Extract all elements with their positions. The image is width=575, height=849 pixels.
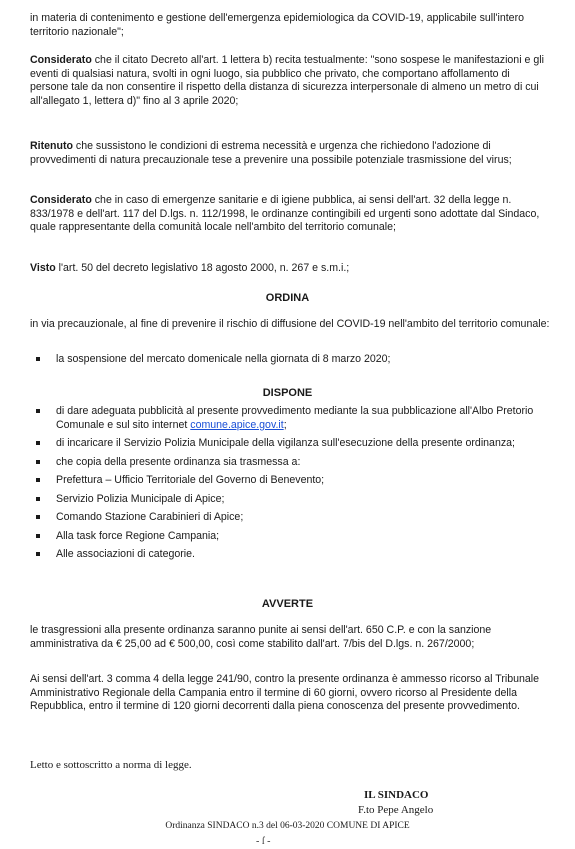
list-item-text: Comando Stazione Carabinieri di Apice;: [56, 511, 244, 524]
list-item-text: di dare adeguata pubblicità al presente provvedimento mediante la sua pubblicazione all'Albo Pretorio Comunale e sul sito internet: [56, 405, 534, 431]
bullet-icon: [36, 357, 40, 361]
considerato-keyword: Considerato: [30, 194, 92, 206]
list-item-text: che copia della presente ordinanza sia trasmessa a:: [56, 455, 301, 468]
closing-statement: Letto e sottoscritto a norma di legge.: [30, 759, 192, 771]
list-item-text: di incaricare il Servizio Polizia Municipale della vigilanza sull'esecuzione della presente ordinanza;: [56, 437, 515, 450]
ordina-heading: ORDINA: [265, 292, 310, 304]
bullet-icon: [36, 478, 40, 482]
ordina-paragraph: [30, 318, 550, 332]
dispone-heading: DISPONE: [262, 387, 313, 399]
intro-paragraph: [30, 12, 550, 39]
ritenuto-paragraph: [30, 140, 550, 167]
list-item: [30, 548, 550, 562]
considerato-text: che in caso di emergenze sanitarie e di igiene pubblica, ai sensi dell'art. 32 della legge n. 833/1978 e dell'art. 117 del D.lgs. n. 112/1998, le ordinanze contingibili ed urgenti sono adottate dal Sindaco, quale rappresentante della comunità locale nell'ambito del territorio comunale;: [30, 194, 540, 234]
ordina-list: [30, 353, 550, 372]
avverte-text: Ai sensi dell'art. 3 comma 4 della legge 241/90, contro la presente ordinanza è ammesso ricorso al Tribunale Amministrativo Regionale della Campania entro il termine di 60 giorni, ovvero ricorso al Presidente della Repubblica, entro il termine di 120 giorni decorrenti dalla piena conoscenza del presente provvedimento.: [30, 673, 540, 713]
list-item: [30, 511, 550, 525]
considerato-keyword: Considerato: [30, 54, 92, 66]
considerato-paragraph-1: [30, 54, 550, 108]
page-mark: - ſ -: [256, 836, 271, 847]
list-item-text: Prefettura – Ufficio Territoriale del Governo di Benevento;: [56, 474, 325, 487]
signature-name: F.to Pepe Angelo: [358, 804, 434, 816]
list-item: [30, 437, 550, 451]
bullet-icon: [36, 409, 40, 413]
visto-text: l'art. 50 del decreto legislativo 18 agosto 2000, n. 267 e s.m.i.;: [55, 262, 350, 274]
document-footer: Ordinanza SINDACO n.3 del 06-03-2020 COMUNE DI APICE: [165, 821, 410, 831]
bullet-icon: [36, 515, 40, 519]
avverte-text: le trasgressioni alla presente ordinanza saranno punite ai sensi dell'art. 650 C.P. e con la sanzione amministrativa da € 25,00 ad € 500,00, così come stabilito dall'art. 7/bis del D.lgs. n. 267/2000;: [30, 624, 492, 650]
visto-paragraph: [30, 262, 550, 276]
list-item: [30, 474, 550, 488]
list-item-text: la sospensione del mercato domenicale nella giornata di 8 marzo 2020;: [56, 353, 391, 365]
list-item-text: Alla task force Regione Campania;: [56, 529, 220, 542]
list-item: [30, 353, 550, 367]
list-item: [30, 530, 550, 544]
avverte-paragraph-2: [30, 673, 550, 714]
bullet-icon: [36, 497, 40, 501]
visto-keyword: Visto: [30, 262, 56, 274]
bullet-icon: [36, 552, 40, 556]
ordina-text: in via precauzionale, al fine di prevenire il rischio di diffusione del COVID-19 nell'ambito del territorio comunale:: [30, 318, 550, 330]
ritenuto-text: che sussistono le condizioni di estrema necessità e urgenza che richiedono l'adozione di provvedimenti di natura precauzionale tese a prevenire una possibile potenziale trasmissione del virus;: [30, 140, 512, 166]
ritenuto-keyword: Ritenuto: [30, 140, 73, 152]
intro-text: in materia di contenimento e gestione dell'emergenza epidemiologica da COVID-19, applicabile sull'intero territorio nazionale";: [30, 12, 524, 38]
dispone-list: [30, 405, 550, 567]
website-link[interactable]: comune.apice.gov.it: [190, 418, 284, 431]
list-item: [30, 405, 550, 432]
considerato-paragraph-2: [30, 194, 550, 235]
considerato-text: che il citato Decreto all'art. 1 lettera b) recita testualmente: "sono sospese le manifestazioni e gli eventi di qualsiasi natura, svolti in ogni luogo, sia pubblico che privato, che comportano affollamento di persone tale da non consentire il rispetto della distanza di sicurezza interpersonale di almeno un metro di cui all'allegato 1, lettera d)" fino al 3 aprile 2020;: [30, 54, 544, 107]
list-item-text: ;: [283, 418, 287, 431]
bullet-icon: [36, 460, 40, 464]
list-item-text: Alle associazioni di categorie.: [56, 548, 195, 561]
list-item: [30, 456, 550, 470]
list-item-text: Servizio Polizia Municipale di Apice;: [56, 492, 225, 505]
bullet-icon: [36, 534, 40, 538]
list-item: [30, 493, 550, 507]
avverte-heading: AVVERTE: [261, 598, 314, 610]
sindaco-title: IL SINDACO: [364, 789, 429, 801]
bullet-icon: [36, 441, 40, 445]
avverte-paragraph-1: [30, 624, 550, 651]
